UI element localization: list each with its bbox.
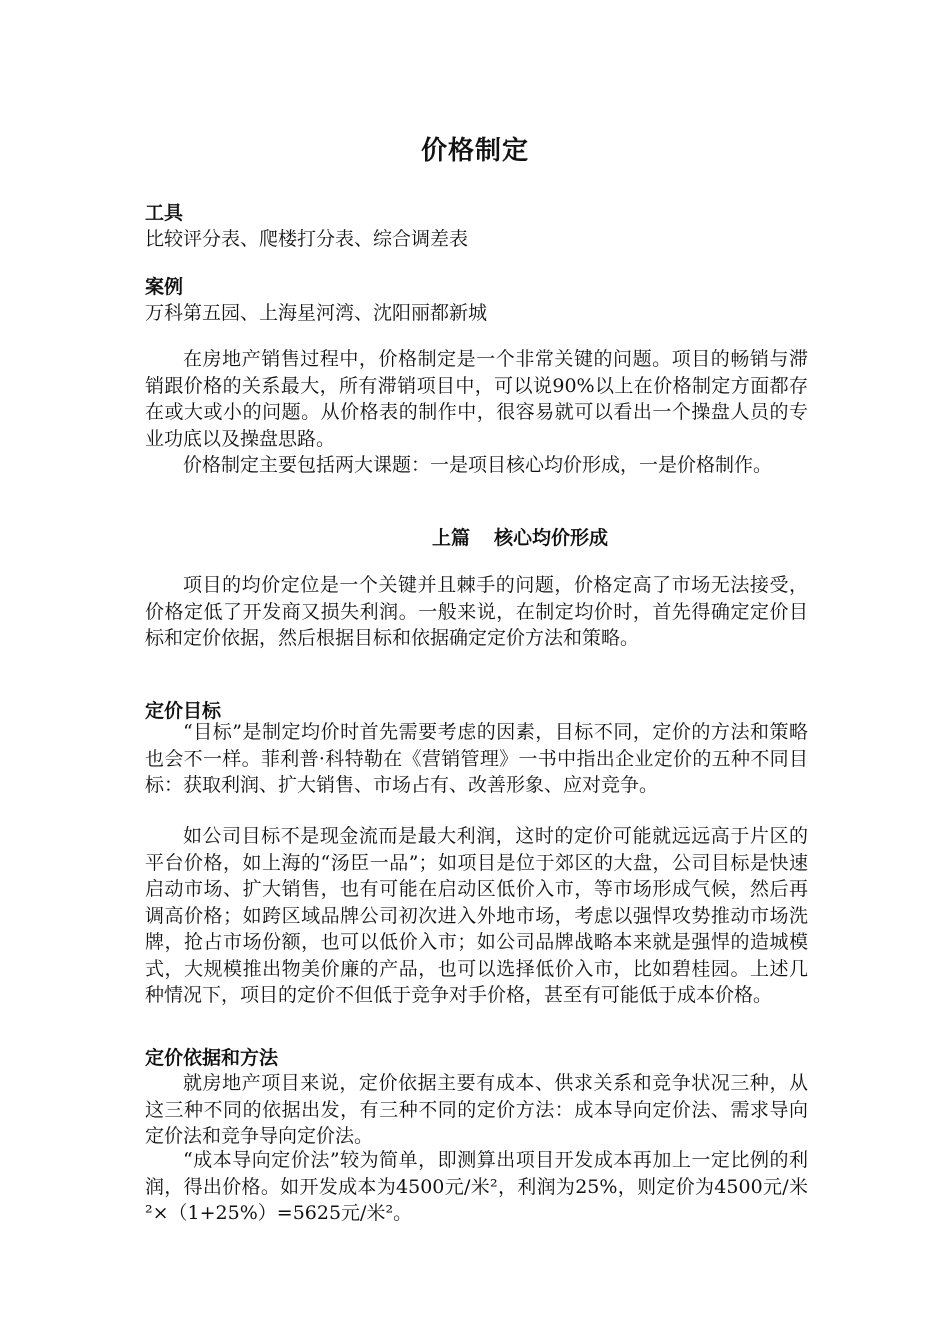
part-label: 上篇 (431, 527, 470, 549)
goal-paragraph-1: “目标”是制定均价时首先需要考虑的因素，目标不同，定价的方法和策略也会不一样。菲利普·科特勒在《营销管理》一书中指出企业定价的五种不同目标：获取利润、扩大销售、市场占有、改善形象、应对竞争。 (145, 721, 808, 796)
page-title: 价格制定 (420, 136, 529, 166)
goal-heading: 定价目标 (145, 700, 222, 722)
tools-heading: 工具 (145, 202, 184, 224)
goal-paragraph-2: 如公司目标不是现金流而是最大利润，这时的定价可能就远远高于片区的平台价格，如上海的“汤臣一品”；如项目是位于郊区的大盘，公司目标是快速启动市场、扩大销售，也有可能在启动区低价入市，等市场形成气候，然后再调高价格；如跨区域品牌公司初次进入外地市场，考虑以强悍攻势推动市场洗牌，抢占市场份额，也可以低价入市；如公司品牌战略本来就是强悍的造城模式，大规模推出物美价廉的产品，也可以选择低价入市，比如碧桂园。上述几种情况下，项目的定价不但低于竞争对手价格，甚至有可能低于成本价格。 (145, 825, 808, 1006)
tools-text: 比较评分表、爬楼打分表、综合调差表 (145, 228, 469, 250)
part-paragraph-1: 项目的均价定位是一个关键并且棘手的问题，价格定高了市场无法接受，价格定低了开发商又损失利润。一般来说，在制定均价时，首先得确定定价目标和定价依据，然后根据目标和依据确定定价方法和策略。 (145, 574, 808, 649)
basis-paragraph-2: “成本导向定价法”较为简单，即测算出项目开发成本再加上一定比例的利润，得出价格。如开发成本为4500元/米²，利润为25%，则定价为4500元/米²×（1+25%）=5625元/米²。 (145, 1149, 808, 1224)
intro-paragraph-1: 在房地产销售过程中，价格制定是一个非常关键的问题。项目的畅销与滞销跟价格的关系最大，所有滞销项目中，可以说90%以上在价格制定方面都存在或大或小的问题。从价格表的制作中，很容易就可以看出一个操盘人员的专业功底以及操盘思路。 (145, 348, 808, 450)
cases-text: 万科第五园、上海星河湾、沈阳丽都新城 (145, 302, 488, 324)
part-title: 核心均价形成 (494, 527, 609, 549)
basis-heading: 定价依据和方法 (145, 1047, 279, 1069)
basis-paragraph-1: 就房地产项目来说，定价依据主要有成本、供求关系和竞争状况三种，从这三种不同的依据出发，有三种不同的定价方法：成本导向定价法、需求导向定价法和竞争导向定价法。 (145, 1072, 808, 1147)
part-heading (0, 523, 950, 550)
intro-paragraph-2: 价格制定主要包括两大课题：一是项目核心均价形成，一是价格制作。 (183, 454, 773, 476)
cases-heading: 案例 (145, 276, 184, 298)
